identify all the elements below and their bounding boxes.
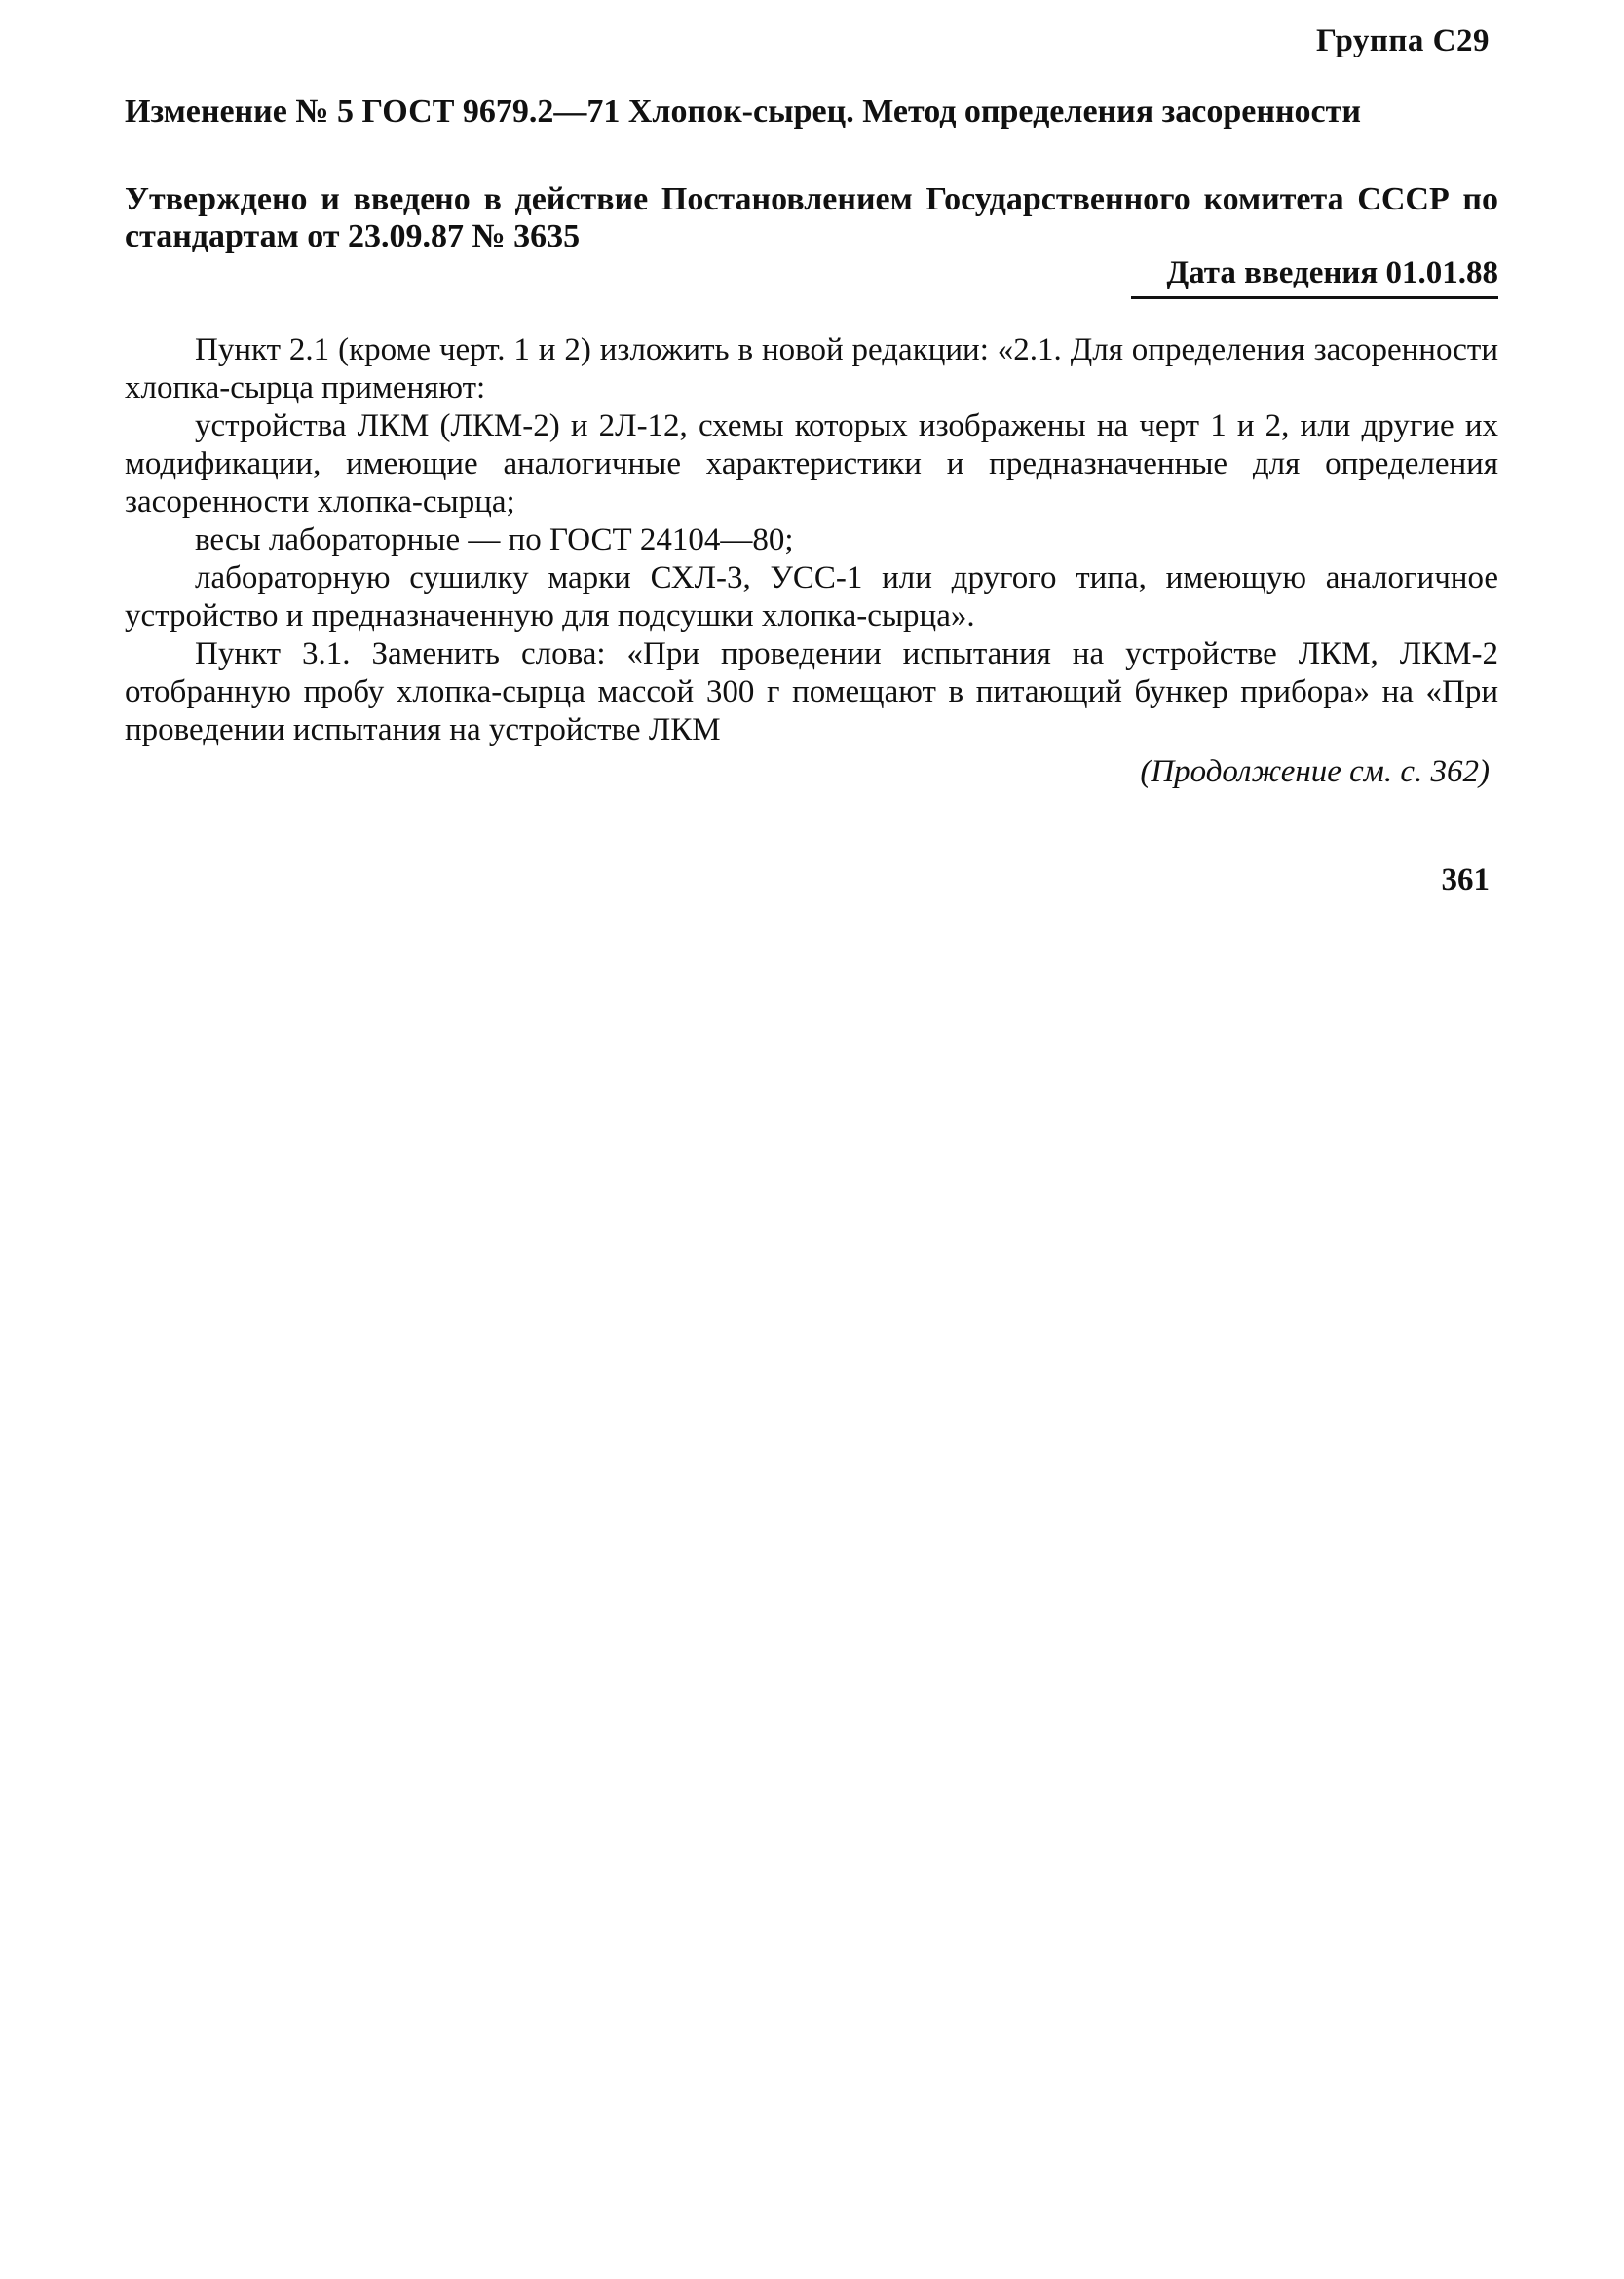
group-code: Группа С29 <box>1316 23 1490 58</box>
effective-date-block <box>1131 253 1498 299</box>
paragraph: Пункт 2.1 (кроме черт. 1 и 2) изложить в новой редакции: «2.1. Для определения засоренности хлопка-сырца применяют: <box>125 332 1498 405</box>
continuation-note: (Продолжение см. с. 362) <box>1140 754 1490 789</box>
paragraph: весы лабораторные — по ГОСТ 24104—80; <box>195 522 794 557</box>
approval-statement: Утверждено и введено в действие Постановлением Государственного комитета СССР по стандартам от 23.09.87 № 3635 <box>125 181 1498 254</box>
paragraph: устройства ЛКМ (ЛКМ-2) и 2Л-12, схемы которых изображены на черт 1 и 2, или другие их модификации, имеющие аналогичные характеристики и предназначенные для определения засоренности хлопка-сырца; <box>125 408 1498 519</box>
effective-date: Дата введения 01.01.88 <box>1131 253 1498 299</box>
paragraph: лабораторную сушилку марки СХЛ-3, УСС-1 или другого типа, имеющую аналогичное устройство и предназначенную для подсушки хлопка-сырца». <box>125 560 1498 633</box>
page-number: 361 <box>1441 862 1490 897</box>
paragraph: Пункт 3.1. Заменить слова: «При проведении испытания на устройстве ЛКМ, ЛКМ-2 отобранную пробу хлопка-сырца массой 300 г помещают в питающий бункер прибора» на «При проведении испытания на устройстве ЛКМ <box>125 636 1498 747</box>
body-text <box>125 331 1498 749</box>
amendment-title: Изменение № 5 ГОСТ 9679.2—71 Хлопок-сырец. Метод определения засоренности <box>125 94 1361 130</box>
